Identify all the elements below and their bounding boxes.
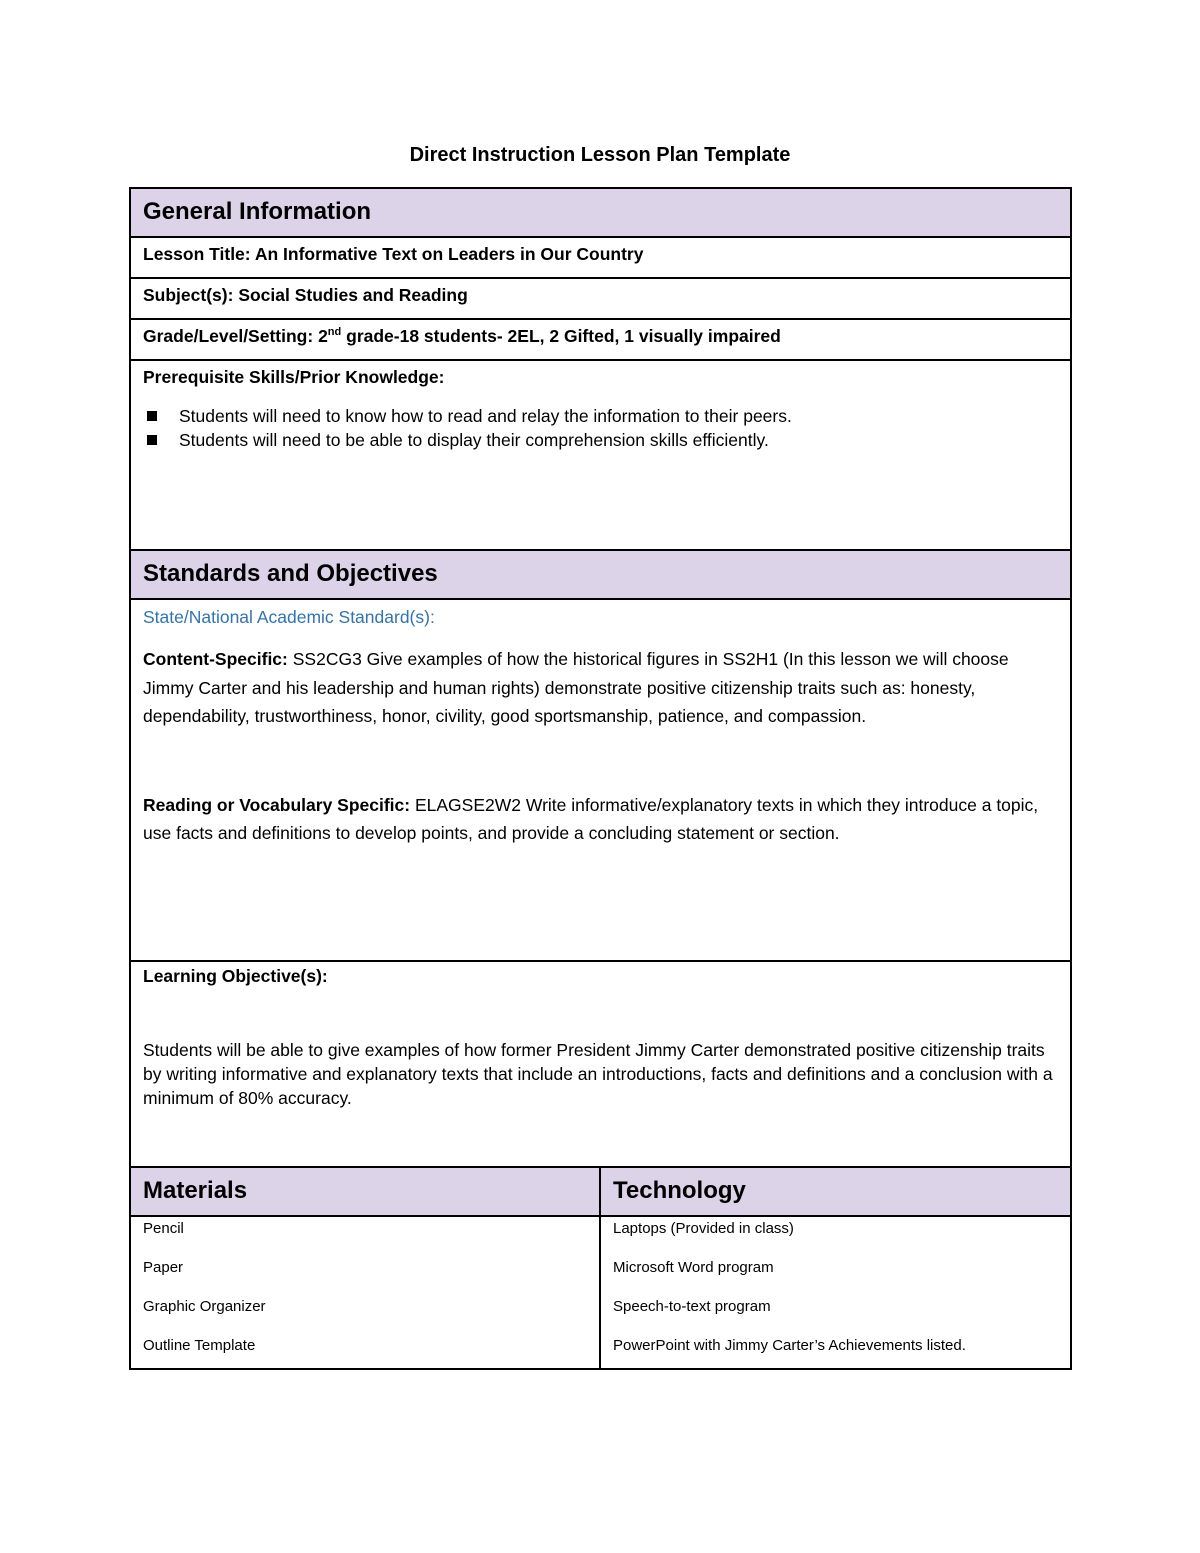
materials-heading: Materials bbox=[143, 1177, 248, 1204]
grade-value-rest: grade-18 students- 2EL, 2 Gifted, 1 visually impaired bbox=[346, 326, 781, 346]
lesson-title-row bbox=[130, 237, 1071, 278]
list-item: Graphic Organizer bbox=[143, 1298, 266, 1315]
list-item: Microsoft Word program bbox=[613, 1259, 774, 1276]
content-specific-text: SS2CG3 Give examples of how the historical figures in SS2H1 (In this lesson we will choose Jimmy Carter and his leadership and human rights) demonstrate positive citizenship traits such as: honesty, dependability, trustworthiness, honor, civility, good sportsmanship, patience, and compassion. bbox=[143, 649, 1009, 726]
materials-technology-row bbox=[130, 1216, 1071, 1369]
standards-objectives-header bbox=[130, 550, 1071, 599]
content-specific-label: Content-Specific: bbox=[143, 649, 288, 669]
list-item: Laptops (Provided in class) bbox=[613, 1220, 794, 1237]
grade-label: Grade/Level/Setting: bbox=[143, 326, 314, 346]
general-information-heading: General Information bbox=[143, 198, 372, 225]
reading-specific-text: ELAGSE2W2 Write informative/explanatory texts in which they introduce a topic, use facts and definitions to develop points, and provide a concluding statement or section. bbox=[143, 794, 1039, 843]
materials-technology-header bbox=[130, 1167, 1071, 1216]
document-title: Direct Instruction Lesson Plan Template bbox=[409, 144, 791, 166]
lesson-title-value: An Informative Text on Leaders in Our Country bbox=[254, 244, 644, 264]
reading-specific-paragraph bbox=[143, 791, 1058, 848]
subjects-label: Subject(s): bbox=[143, 285, 234, 305]
grade-row bbox=[130, 319, 1071, 360]
technology-heading: Technology bbox=[613, 1177, 746, 1204]
list-item: Paper bbox=[143, 1259, 184, 1276]
list-item: Outline Template bbox=[143, 1337, 256, 1354]
prerequisite-label: Prerequisite Skills/Prior Knowledge: bbox=[143, 367, 445, 387]
general-information-header bbox=[130, 188, 1071, 237]
academic-standards-label: State/National Academic Standard(s): bbox=[143, 607, 435, 627]
list-item: PowerPoint with Jimmy Carter’s Achievements listed. bbox=[613, 1337, 966, 1354]
learning-objectives-label: Learning Objective(s): bbox=[143, 966, 328, 986]
content-specific-paragraph bbox=[143, 645, 1058, 731]
technology-list bbox=[600, 1216, 1071, 1369]
list-item: Pencil bbox=[143, 1220, 184, 1237]
list-item: Speech-to-text program bbox=[613, 1298, 771, 1315]
subjects-value: Social Studies and Reading bbox=[238, 285, 468, 305]
reading-specific-label: Reading or Vocabulary Specific: bbox=[143, 794, 411, 815]
list-item: Students will need to be able to display their comprehension skills efficiently. bbox=[179, 428, 1058, 452]
standards-objectives-heading: Standards and Objectives bbox=[143, 560, 438, 587]
list-item: Students will need to know how to read and relay the information to their peers. bbox=[179, 404, 1058, 428]
learning-objectives-row bbox=[130, 961, 1071, 1167]
prerequisite-row bbox=[130, 360, 1071, 550]
subjects-row bbox=[130, 278, 1071, 319]
lesson-title-label: Lesson Title: bbox=[143, 244, 251, 264]
materials-list bbox=[130, 1216, 600, 1369]
standards-row bbox=[130, 599, 1071, 961]
grade-value-sup: nd bbox=[327, 326, 342, 339]
learning-objectives-text: Students will be able to give examples of how former President Jimmy Carter demonstrated positive citizenship traits by writing informative and explanatory texts that include an introductions, facts and definitions and a conclusion with a minimum of 80% accuracy. bbox=[143, 1040, 1053, 1108]
lesson-plan-table bbox=[129, 187, 1072, 1370]
grade-value-num: 2 bbox=[318, 326, 328, 346]
prerequisite-list bbox=[143, 404, 1058, 452]
